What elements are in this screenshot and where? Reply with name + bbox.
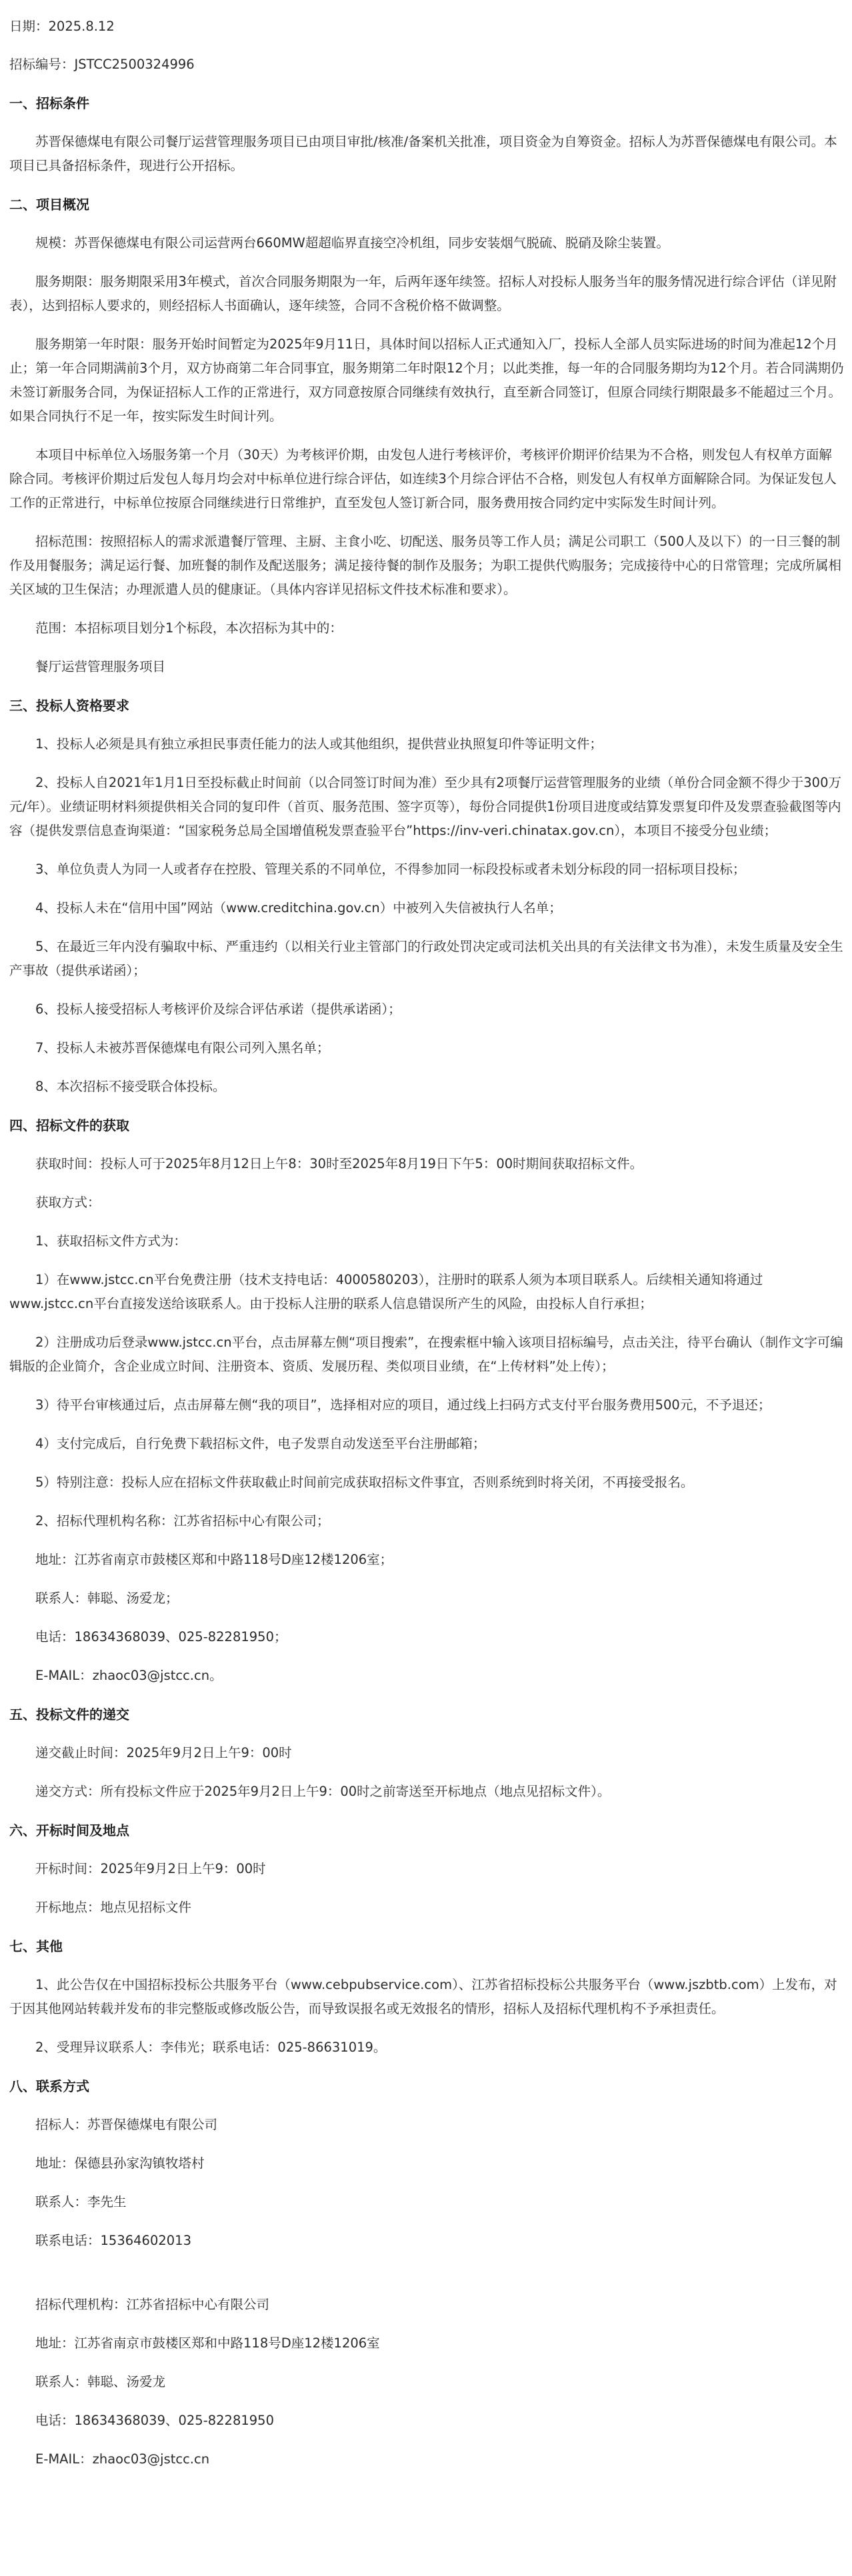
paragraph: 开标时间：2025年9月2日上午9：00时 (35, 1861, 266, 1876)
section-title-bid-opening: 六、开标时间及地点 (9, 1822, 129, 1838)
contact-line: E-MAIL：zhaoc03@jstcc.cn (35, 2451, 210, 2467)
paragraph: 开标地点：地点见招标文件 (35, 1900, 192, 1915)
section-title-obtaining-documents: 四、招标文件的获取 (9, 1117, 129, 1133)
paragraph: 2）注册成功后登录www.jstcc.cn平台，点击屏幕左侧“项目搜索”，在搜索框中输入该项目招标编号，点击关注，待平台确认（制作文字可编辑版的企业简介，含企业成立时间、注册资本、资质、发展历程、类似项目业绩，在“上传材料”处上传）； (9, 1335, 843, 1374)
paragraph: 规模：苏晋保德煤电有限公司运营两台660MW超超临界直接空冷机组，同步安装烟气脱硫、脱硝及除尘装置。 (35, 235, 669, 251)
paragraph: 4）支付完成后，自行免费下载招标文件，电子发票自动发送至平台注册邮箱； (35, 1436, 486, 1451)
paragraph: 服务期限：服务期限采用3年模式，首次合同服务期限为一年，后两年逐年续签。招标人对投标人服务当年的服务情况进行综合评估（详见附表），达到招标人要求的，则经招标人书面确认，逐年续签，合同不含税价格不做调整。 (9, 274, 837, 313)
paragraph: 1、此公告仅在中国招标投标公共服务平台（www.cebpubservice.com）、江苏省招标投标公共服务平台（www.jszbtb.com）上发布，对于因其他网站转载并发布的非完整版或修改版公告，而导致误报名或无效报名的情形，招标人及招标代理机构不予承担责任。 (9, 1977, 837, 2016)
section-title-submission: 五、投标文件的递交 (9, 1706, 129, 1722)
section-title-other: 七、其他 (9, 1938, 63, 1954)
section-title-project-overview: 二、项目概况 (9, 197, 89, 213)
paragraph: 电话：18634368039、025-82281950； (35, 1629, 287, 1644)
paragraph: 获取方式： (35, 1195, 101, 1210)
paragraph: 范围：本招标项目划分1个标段，本次招标为其中的： (35, 620, 343, 636)
paragraph: 1、获取招标文件方式为： (35, 1233, 187, 1249)
paragraph: 餐厅运营管理服务项目 (35, 659, 166, 674)
bid-number: 招标编号：JSTCC2500324996 (9, 57, 195, 72)
contact-line: 电话：18634368039、025-82281950 (35, 2413, 274, 2428)
announcement-date: 日期：2025.8.12 (9, 19, 115, 34)
paragraph: 5、在最近三年内没有骗取中标、严重违约（以相关行业主管部门的行政处罚决定或司法机关出具的有关法律文书为准），未发生质量及安全生产事故（提供承诺函）； (9, 939, 843, 978)
contact-line: 招标代理机构：江苏省招标中心有限公司 (35, 2297, 270, 2312)
contact-line: 地址：江苏省南京市鼓楼区郑和中路118号D座12楼1206室 (35, 2335, 380, 2351)
paragraph: 1、投标人必须是具有独立承担民事责任能力的法人或其他组织，提供营业执照复印件等证明文件； (35, 736, 603, 752)
paragraph: 递交截止时间：2025年9月2日上午9：00时 (35, 1745, 292, 1760)
paragraph: 2、招标代理机构名称：江苏省招标中心有限公司； (35, 1513, 330, 1529)
paragraph: 地址：江苏省南京市鼓楼区郑和中路118号D座12楼1206室； (35, 1552, 393, 1567)
paragraph: 招标范围：按照招标人的需求派遣餐厅管理、主厨、主食小吃、切配送、服务员等工作人员；满足公司职工（500人及以下）的一日三餐的制作及用餐服务；满足运行餐、加班餐的制作及配送服务；满足接待餐的制作及服务；为职工提供代购服务；完成接待中心的日常管理；完成所属相关区域的卫生保洁；办理派遣人员的健康证。（具体内容详见招标文件技术标准和要求）。 (9, 534, 842, 597)
paragraph: 7、投标人未被苏晋保德煤电有限公司列入黑名单； (35, 1040, 330, 1055)
contact-line: 地址：保德县孙家沟镇牧塔村 (35, 2156, 205, 2171)
paragraph: 服务期第一年时限：服务开始时间暂定为2025年9月11日，具体时间以招标人正式通知入厂，投标人全部人员实际进场的时间为准起12个月止；第一年合同期满前3个月，双方协商第二年合同事宜，服务期第二年时限12个月；以此类推，每一年的合同服务期均为12个月。若合同满期仍未签订新服务合同，为保证招标人工作的正常进行，双方同意按原合同继续有效执行，直至新合同签订，但原合同续行期限最多不能超过三个月。如果合同执行不足一年，按实际发生时间计列。 (9, 336, 844, 424)
paragraph: 本项目中标单位入场服务第一个月（30天）为考核评价期，由发包人进行考核评价，考核评价期评价结果为不合格，则发包人有权单方面解除合同。考核评价期过后发包人每月均会对中标单位进行综合评估，如连续3个月综合评估不合格，则发包人有权单方面解除合同。为保证发包人工作的正常进行，中标单位按原合同继续进行日常维护，直至发包人签订新合同，服务费用按合同约定中实际发生时间计列。 (9, 447, 837, 510)
paragraph: 8、本次招标不接受联合体投标。 (35, 1079, 226, 1094)
section-title-bidding-conditions: 一、招标条件 (9, 95, 89, 111)
paragraph: 获取时间：投标人可于2025年8月12日上午8：30时至2025年8月19日下午5：00时期间获取招标文件。 (35, 1156, 643, 1171)
paragraph: 2、受理异议联系人：李伟光；联系电话：025-86631019。 (35, 2040, 387, 2055)
paragraph: 3）待平台审核通过后，点击屏幕左侧“我的项目”，选择相对应的项目，通过线上扫码方式支付平台服务费用500元，不予退还； (35, 1397, 771, 1413)
paragraph: 2、投标人自2021年1月1日至投标截止时间前（以合同签订时间为准）至少具有2项餐厅运营管理服务的业绩（单份合同金额不得少于300万元/年）。业绩证明材料须提供相关合同的复印件（首页、服务范围、签字页等），每份合同提供1份项目进度或结算发票复印件及发票查验截图等内容（提供发票信息查询渠道：“国家税务总局全国增值税发票查验平台”https://inv-veri.chinatax.gov.cn），本项目不接受分包业绩； (9, 775, 841, 838)
paragraph: 5）特别注意：投标人应在招标文件获取截止时间前完成获取招标文件事宜，否则系统到时将关闭，不再接受报名。 (35, 1475, 694, 1490)
contact-line: 联系人：韩聪、汤爱龙 (35, 2374, 166, 2389)
paragraph: E-MAIL：zhaoc03@jstcc.cn。 (35, 1668, 223, 1683)
contact-line: 联系人：李先生 (35, 2194, 127, 2210)
paragraph: 苏晋保德煤电有限公司餐厅运营管理服务项目已由项目审批/核准/备案机关批准，项目资金为自筹资金。招标人为苏晋保德煤电有限公司。本项目已具备招标条件，现进行公开招标。 (9, 134, 837, 173)
paragraph: 3、单位负责人为同一人或者存在控股、管理关系的不同单位，不得参加同一标段投标或者未划分标段的同一招标项目投标； (35, 862, 746, 877)
paragraph: 1）在www.jstcc.cn平台免费注册（技术支持电话：4000580203），注册时的联系人须为本项目联系人。后续相关通知将通过www.jstcc.cn平台直接发送给该联系人。由于投标人注册的联系人信息错误所产生的风险，由投标人自行承担； (9, 1272, 763, 1311)
section-title-contact: 八、联系方式 (9, 2078, 89, 2094)
contact-line: 招标人：苏晋保德煤电有限公司 (35, 2117, 218, 2132)
paragraph: 递交方式：所有投标文件应于2025年9月2日上午9：00时之前寄送至开标地点（地点见招标文件）。 (35, 1784, 611, 1799)
paragraph: 联系人：韩聪、汤爱龙； (35, 1591, 179, 1606)
paragraph: 4、投标人未在“信用中国”网站（www.creditchina.gov.cn）中被列入失信被执行人名单； (35, 900, 562, 916)
paragraph: 6、投标人接受招标人考核评价及综合评估承诺（提供承诺函）； (35, 1001, 401, 1017)
section-title-qualifications: 三、投标人资格要求 (9, 698, 129, 714)
contact-line: 联系电话：15364602013 (35, 2233, 191, 2248)
